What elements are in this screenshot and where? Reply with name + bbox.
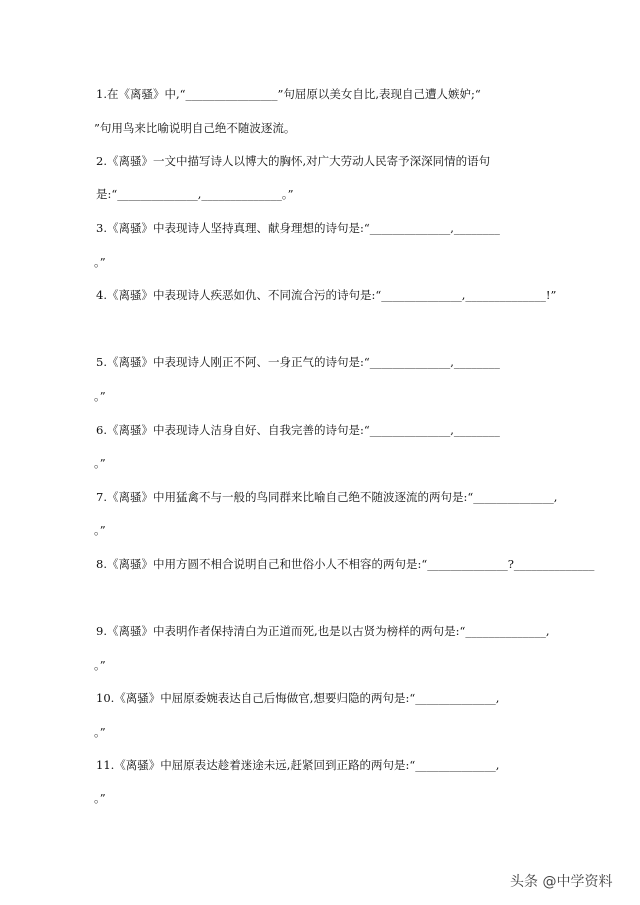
question-8-line-1: 8.《离骚》中用方圆不相合说明自己和世俗小人不相容的两句是:“______________?______________ (96, 557, 595, 571)
question-2-line-1: 2.《离骚》一文中描写诗人以博大的胸怀,对广大劳动人民寄予深深同情的语句 (96, 154, 491, 168)
question-9-line-2: 。” (94, 658, 106, 672)
question-1-line-2: ”句用鸟来比喻说明自己绝不随波逐流。 (94, 121, 296, 135)
question-11-line-2: 。” (94, 791, 106, 805)
question-7-line-2: 。” (94, 523, 106, 537)
question-11-line-1: 11.《离骚》中屈原表达趁着迷途未远,赶紧回到正路的两句是:“______________, (96, 758, 500, 772)
question-3-line-1: 3.《离骚》中表现诗人坚持真理、献身理想的诗句是:“______________,________ (96, 221, 500, 235)
question-3-line-2: 。” (94, 255, 106, 269)
question-10-line-1: 10.《离骚》中屈原委婉表达自己后悔做官,想要归隐的两句是:“______________, (96, 691, 500, 705)
question-5-line-2: 。” (94, 389, 106, 403)
question-6-line-1: 6.《离骚》中表现诗人洁身自好、自我完善的诗句是:“______________,________ (96, 423, 500, 437)
question-10-line-2: 。” (94, 725, 106, 739)
question-7-line-1: 7.《离骚》中用猛禽不与一般的鸟同群来比喻自己绝不随波逐流的两句是:“______________, (96, 490, 558, 504)
question-6-line-2: 。” (94, 456, 106, 470)
question-2-line-2: 是:“______________,______________。” (96, 187, 294, 201)
question-4-line-1: 4.《离骚》中表现诗人疾恶如仇、不同流合污的诗句是:“______________,______________!” (96, 288, 557, 302)
question-1-line-1: 1.在《离骚》中,“________________”句屈原以美女自比,表现自己遭人嫉妒;“ (96, 87, 481, 101)
question-9-line-1: 9.《离骚》中表明作者保持清白为正道而死,也是以古贤为榜样的两句是:“______________, (96, 624, 550, 638)
question-5-line-1: 5.《离骚》中表现诗人刚正不阿、一身正气的诗句是:“______________,________ (96, 355, 500, 369)
watermark: 头条 @中学资料 (510, 874, 613, 890)
